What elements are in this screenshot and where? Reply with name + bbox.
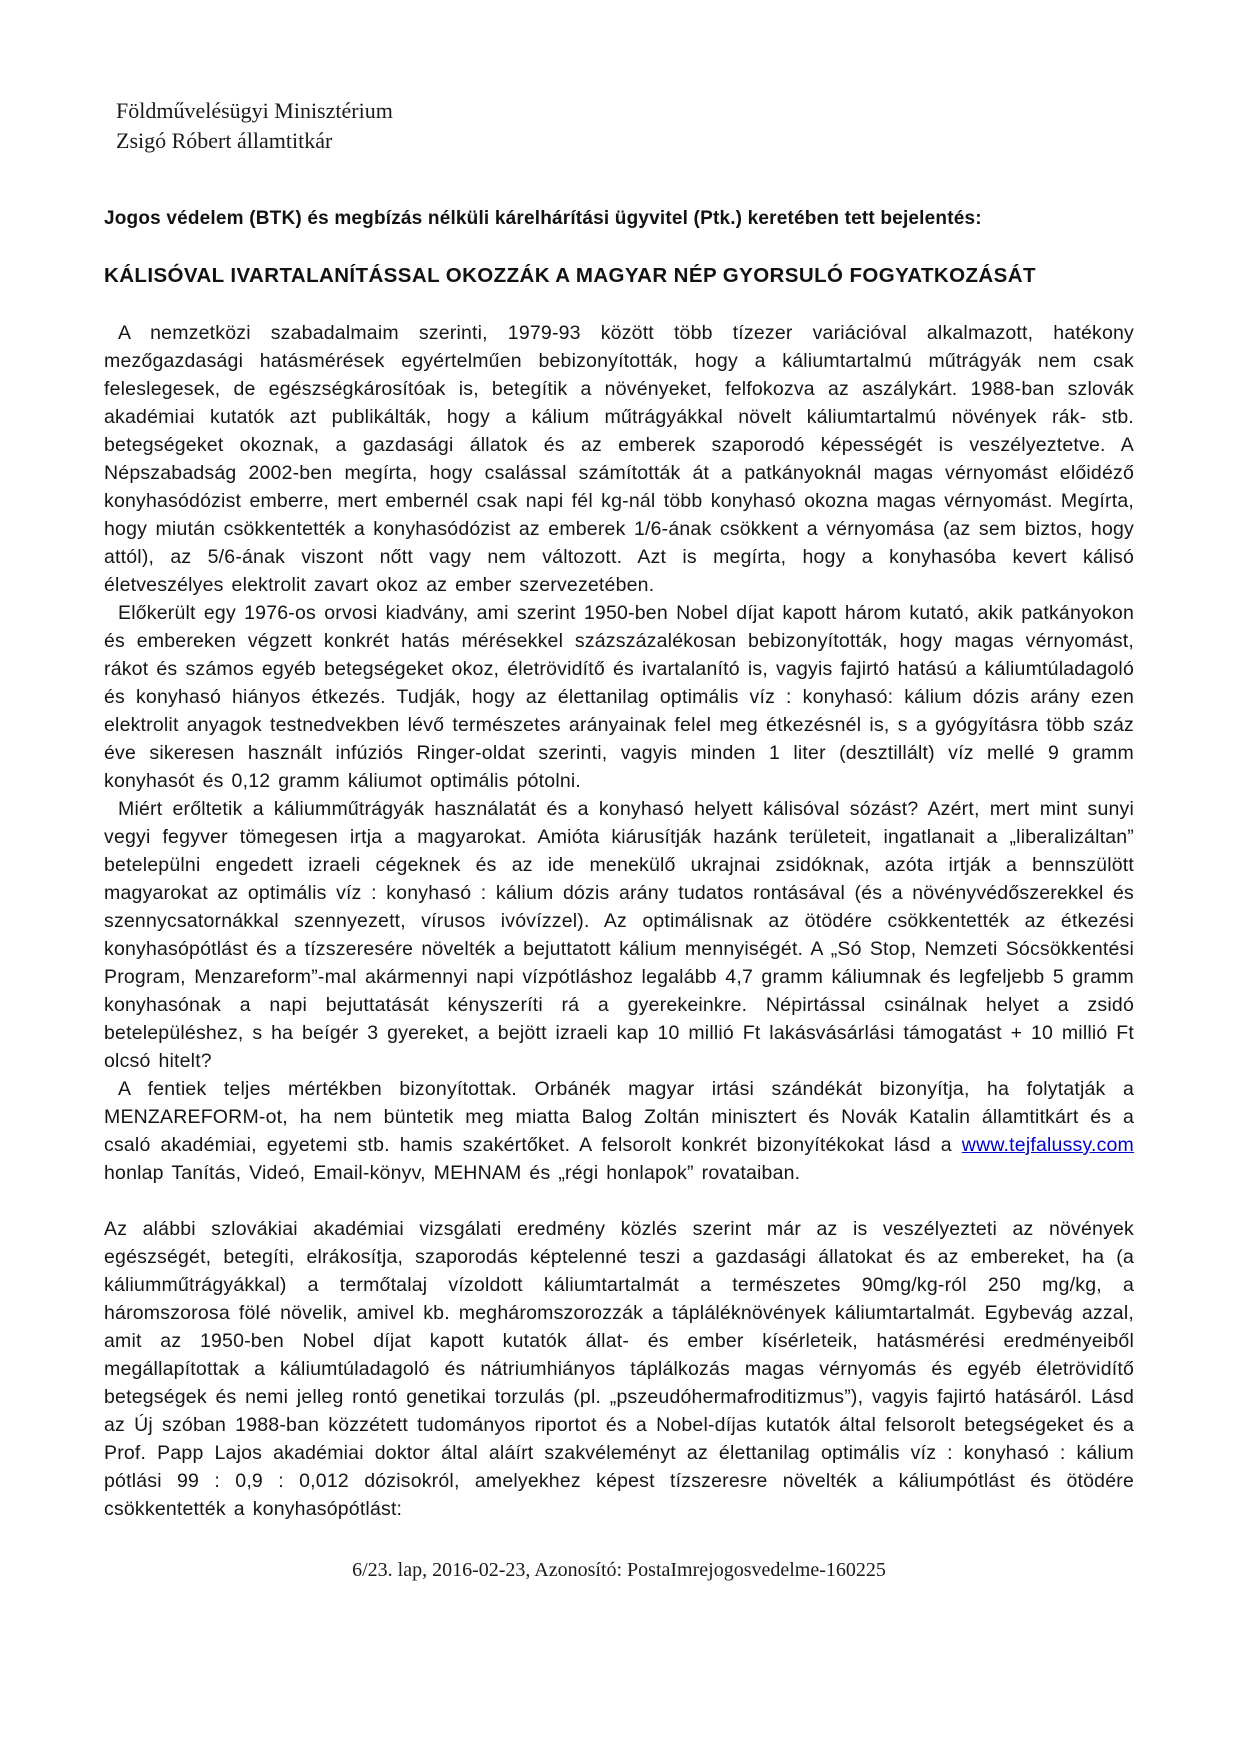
paragraph-3: Miért erőltetik a káliumműtrágyák használatát és a konyhasó helyett kálisóval sózást? Azért, mert mint sunyi vegyi fegyver tömegesen irtja a magyarokat. Amióta kiárusítják hazánk területeit, ingatlanait a „liberalizáltan” betelepülni engedett izraeli cégeknek és az ide menekülő ukrajnai zsidóknak, azóta irtják a bennszülött magyarokat az optimális víz : konyhasó : kálium dózis arány tudatos rontásával (és a növényvédőszerekkel és szennycsatornákkal szennyezett, vírusos ivóvízzel). Az optimálisnak az ötödére csökkentették az étkezési konyhasópótlást és a tízszeresére növelték a bejuttatott kálium mennyiségét. A „Só Stop, Nemzeti Sócsökkentési Program, Menzareform”-mal akármennyi napi vízpótláshoz legalább 4,7 gramm káliumnak és legfeljebb 5 gramm konyhasónak a napi bejuttatását kényszeríti rá a gyerekeinkre. Népirtással csinálnak helyet a zsidó betelepüléshez, s ha beígér 3 gyereket, a bejött izraeli kap 10 millió Ft lakásvásárlási támogatást + 10 millió Ft olcsó hitelt? [104,798,1134,1072]
paragraph-4 [104,1075,1134,1187]
page-footer: 6/23. lap, 2016-02-23, Azonosító: PostaImrejogosvedelme-160225 [352,1559,886,1581]
paragraph-5: Az alábbi szlovákiai akadémiai vizsgálati eredmény közlés szerint már az is veszélyezteti az növények egészségét, betegíti, elrákosítja, szaporodás képtelenné teszi a gazdasági állatokat és az embereket, ha (a káliumműtrágyákkal) a termőtalaj vízoldott káliumtartalmát a természetes 90mg/kg-ról 250 mg/kg, a háromszorosa fölé növelik, amivel kb. megháromszorozzák a tápláléknövények káliumtartalmát. Egybevág azzal, amit az 1950-ben Nobel díjat kapott kutatók állat- és ember kísérleteik, hatásmérési eredményeiből megállapítottak a káliumtúladagoló és nátriumhiányos táplálkozás magas vérnyomás és egyéb életrövidítő betegségek és nemi jelleg rontó genetikai torzulás (pl. „pszeudóhermafroditizmus”), vagyis fajirtó hatásáról. Lásd az Új szóban 1988-ban közzétett tudományos riportot és a Nobel-díjas kutatók által felsorolt betegségeket és a Prof. Papp Lajos akadémiai doktor által aláírt szakvéleményt az élettanilag optimális víz : konyhasó : kálium pótlási 99 : 0,9 : 0,012 dózisokról, amelyekhez képest tízszeresre növelték a káliumpótlást és ötödére csökkentették a konyhasópótlást: [104,1218,1134,1520]
paragraph-4-text-before-link: A fentiek teljes mértékben bizonyítottak. Orbánék magyar irtási szándékát bizonyítja, ha folytatják a MENZAREFORM-ot, ha nem büntetik meg miatta Balog Zoltán minisztert és Novák Katalin államtitkárt és a csaló akadémiai, egyetemi stb. hamis szakértőket. A felsorolt konkrét bizonyítékokat lásd a [104,1078,1134,1156]
paragraph-4-text-after-link: honlap Tanítás, Videó, Email-könyv, MEHNAM és „régi honlapok” rovataiban. [104,1162,801,1184]
sender-block [104,96,1134,156]
tejfalussy-link[interactable]: www.tejfalussy.com [961,1134,1134,1156]
document-title: KÁLISÓVAL IVARTALANÍTÁSSAL OKOZZÁK A MAGYAR NÉP GYORSULÓ FOGYATKOZÁSÁT [104,264,1036,287]
paragraph-2: Előkerült egy 1976-os orvosi kiadvány, ami szerint 1950-ben Nobel díjat kapott három kutató, akik patkányokon és embereken végzett konkrét hatás mérésekkel százszázalékosan bebizonyították, hogy magas vérnyomást, rákot és számos egyéb betegségeket okoz, életrövidítő és ivartalanító is, vagyis fajirtó hatású a káliumtúladagoló és konyhasó hiányos étkezés. Tudják, hogy az élettanilag optimális víz : konyhasó: kálium dózis arány ezen elektrolit anyagok testnedvekben lévő természetes arányainak felel meg étkezésnél is, s a gyógyításra több száz éve sikeresen használt infúziós Ringer-oldat szerinti, vagyis minden 1 liter (desztillált) víz mellé 9 gramm konyhasót és 0,12 gramm káliumot optimális pótolni. [104,602,1134,792]
sender-organization: Földművelésügyi Minisztérium [116,98,393,123]
sender-official: Zsigó Róbert államtitkár [116,128,333,153]
paragraph-1: A nemzetközi szabadalmaim szerinti, 1979-93 között több tízezer variációval alkalmazott, hatékony mezőgazdasági hatásmérések egyértelműen bebizonyították, hogy a káliumtartalmú műtrágyák nem csak feleslegesek, de egészségkárosítóak is, betegítik a növényeket, felfokozva az aszálykárt. 1988-ban szlovák akadémiai kutatók azt publikálták, hogy a kálium műtrágyákkal növelt káliumtartalmú növények rák- stb. betegségeket okoznak, a gazdasági állatok és az emberek szaporodó képességét is veszélyeztetve. A Népszabadság 2002-ben megírta, hogy csalással számították át a patkányoknál magas vérnyomást előidéző konyhasódózist emberre, mert embernél csak napi fél kg-nál több konyhasó okozna magas vérnyomást. Megírta, hogy miután csökkentették a konyhasódózist az emberek 1/6-ának csökkent a vérnyomása (az sem biztos, hogy attól), az 5/6-ának viszont nőtt vagy nem változott. Azt is megírta, hogy a konyhasóba kevert kálisó életveszélyes elektrolit zavart okoz az ember szervezetében. [104,322,1134,596]
subject-line: Jogos védelem (BTK) és megbízás nélküli kárelhárítási ügyvitel (Ptk.) keretében tett bejelentés: [104,208,982,229]
document-body [104,319,1134,1523]
